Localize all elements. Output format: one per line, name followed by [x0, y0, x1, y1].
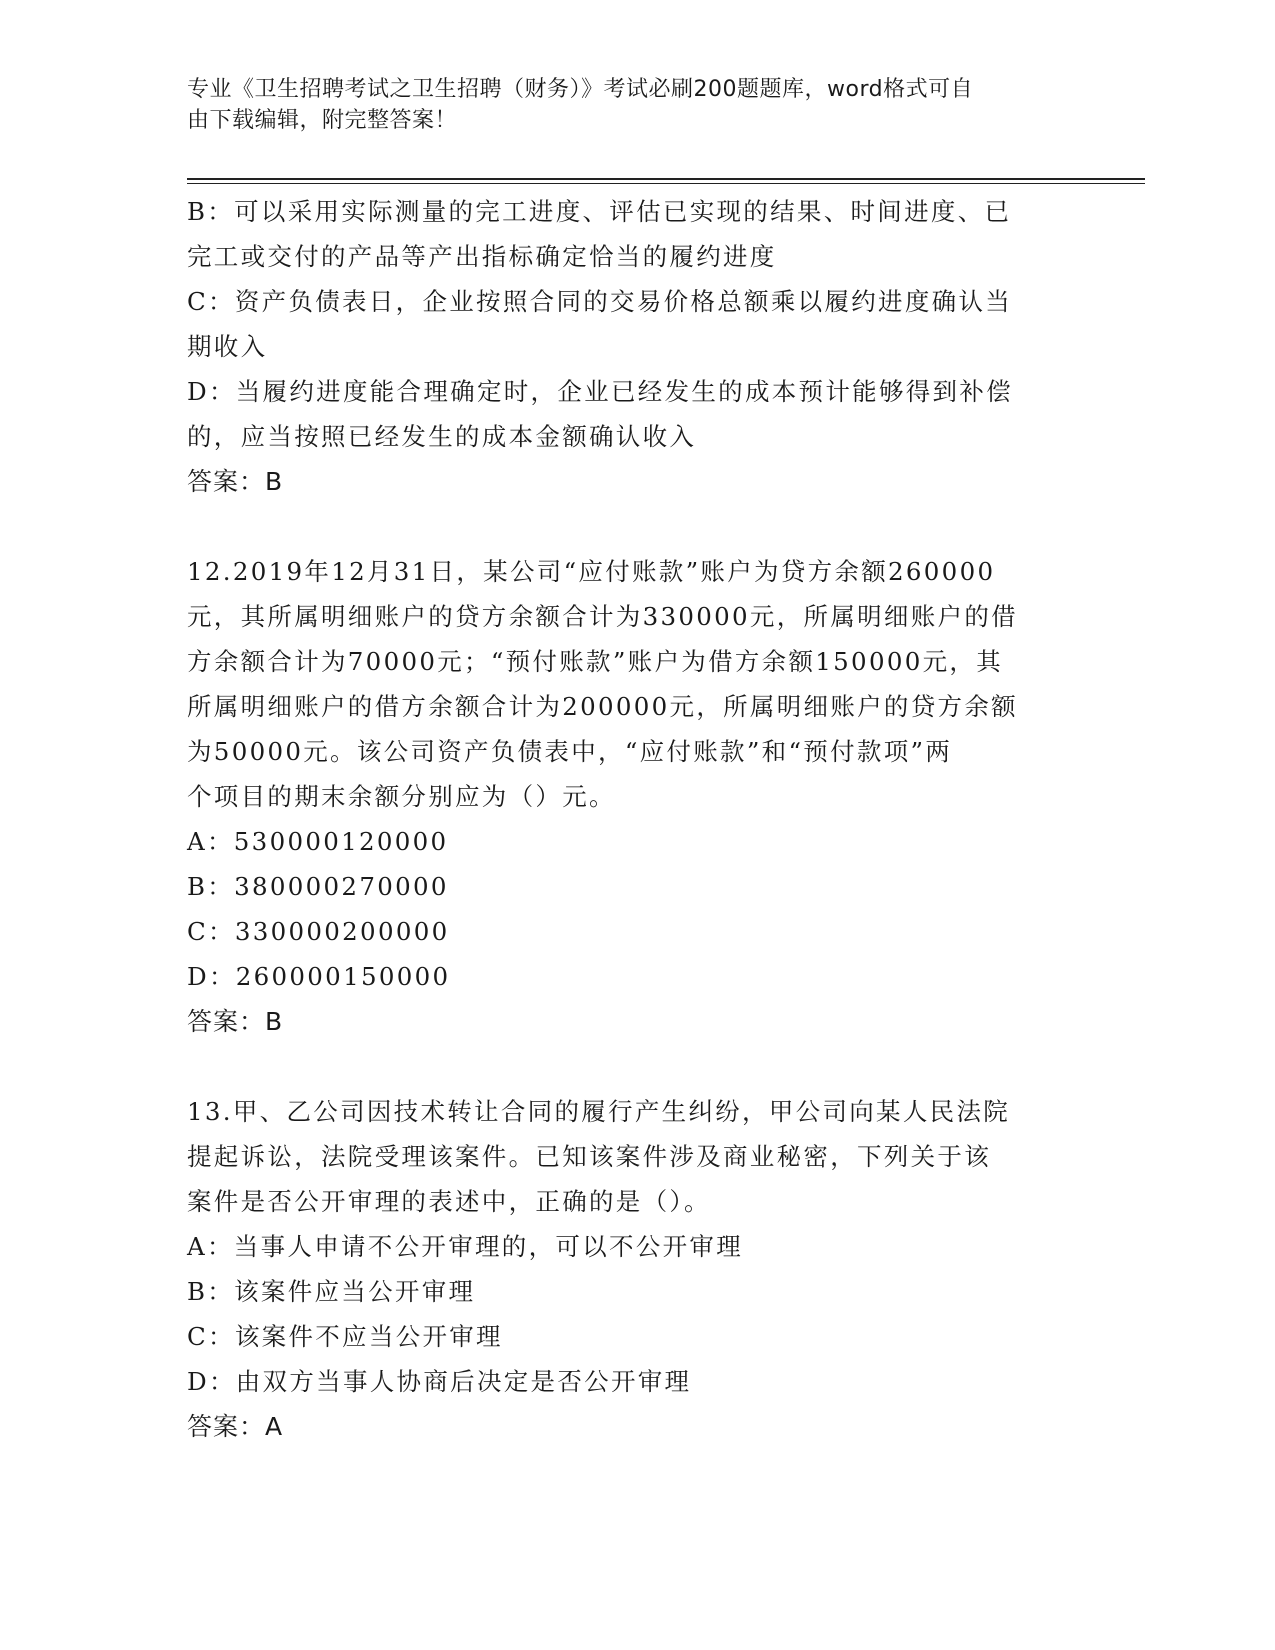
q11-answer: 答案：B	[187, 467, 284, 496]
header-line-2: 由下载编辑，附完整答案！	[187, 108, 458, 133]
q13-answer: 答案：A	[187, 1412, 284, 1441]
q12-stem-line-2: 元，其所属明细账户的贷方余额合计为330000元，所属明细账户的借	[187, 602, 1018, 631]
page-header	[187, 74, 1067, 136]
question-spacer	[187, 1044, 1067, 1089]
q13-stem-line-1: 13.甲、乙公司因技术转让合同的履行产生纠纷，甲公司向某人民法院	[187, 1097, 1011, 1126]
q12-option-c: C：330000200000	[187, 917, 450, 946]
header-divider-thin	[187, 183, 1145, 184]
q12-answer: 答案：B	[187, 1007, 284, 1036]
q12-option-a: A：530000120000	[187, 827, 449, 856]
q12-stem-line-1: 12.2019年12月31日，某公司“应付账款”账户为贷方余额260000	[187, 557, 996, 586]
q11-option-d-line-1: D：当履约进度能合理确定时，企业已经发生的成本预计能够得到补偿	[187, 377, 1013, 406]
q13-option-b: B：该案件应当公开审理	[187, 1277, 476, 1306]
question-11-continued	[187, 189, 1067, 504]
q11-option-b-line-1: B：可以采用实际测量的完工进度、评估已实现的结果、时间进度、已	[187, 197, 1012, 226]
q12-option-d: D：260000150000	[187, 962, 451, 991]
q11-option-c-line-2: 期收入	[187, 332, 268, 361]
q13-option-a: A：当事人申请不公开审理的，可以不公开审理	[187, 1232, 743, 1261]
q13-option-c: C：该案件不应当公开审理	[187, 1322, 503, 1351]
q12-stem-line-6: 个项目的期末余额分别应为（）元。	[187, 782, 616, 811]
q11-option-c-line-1: C：资产负债表日，企业按照合同的交易价格总额乘以履约进度确认当	[187, 287, 1013, 316]
q11-option-d-line-2: 的，应当按照已经发生的成本金额确认收入	[187, 422, 697, 451]
q12-option-b: B：380000270000	[187, 872, 449, 901]
q12-stem-line-3: 方余额合计为70000元；“预付账款”账户为借方余额150000元，其	[187, 647, 1004, 676]
document-body	[187, 189, 1067, 1449]
header-line-1: 专业《卫生招聘考试之卫生招聘（财务）》考试必刷200题题库，word格式可自	[187, 77, 974, 102]
q12-stem-line-4: 所属明细账户的借方余额合计为200000元，所属明细账户的贷方余额	[187, 692, 1018, 721]
question-13	[187, 1089, 1067, 1449]
q13-stem-line-2: 提起诉讼，法院受理该案件。已知该案件涉及商业秘密，下列关于该	[187, 1142, 991, 1171]
q11-option-b-line-2: 完工或交付的产品等产出指标确定恰当的履约进度	[187, 242, 777, 271]
q13-option-d: D：由双方当事人协商后决定是否公开审理	[187, 1367, 692, 1396]
header-divider-thick	[187, 178, 1145, 180]
question-12	[187, 549, 1067, 1044]
q12-stem-line-5: 为50000元。该公司资产负债表中，“应付账款”和“预付款项”两	[187, 737, 953, 766]
q13-stem-line-3: 案件是否公开审理的表述中，正确的是（）。	[187, 1187, 711, 1216]
question-spacer	[187, 504, 1067, 549]
